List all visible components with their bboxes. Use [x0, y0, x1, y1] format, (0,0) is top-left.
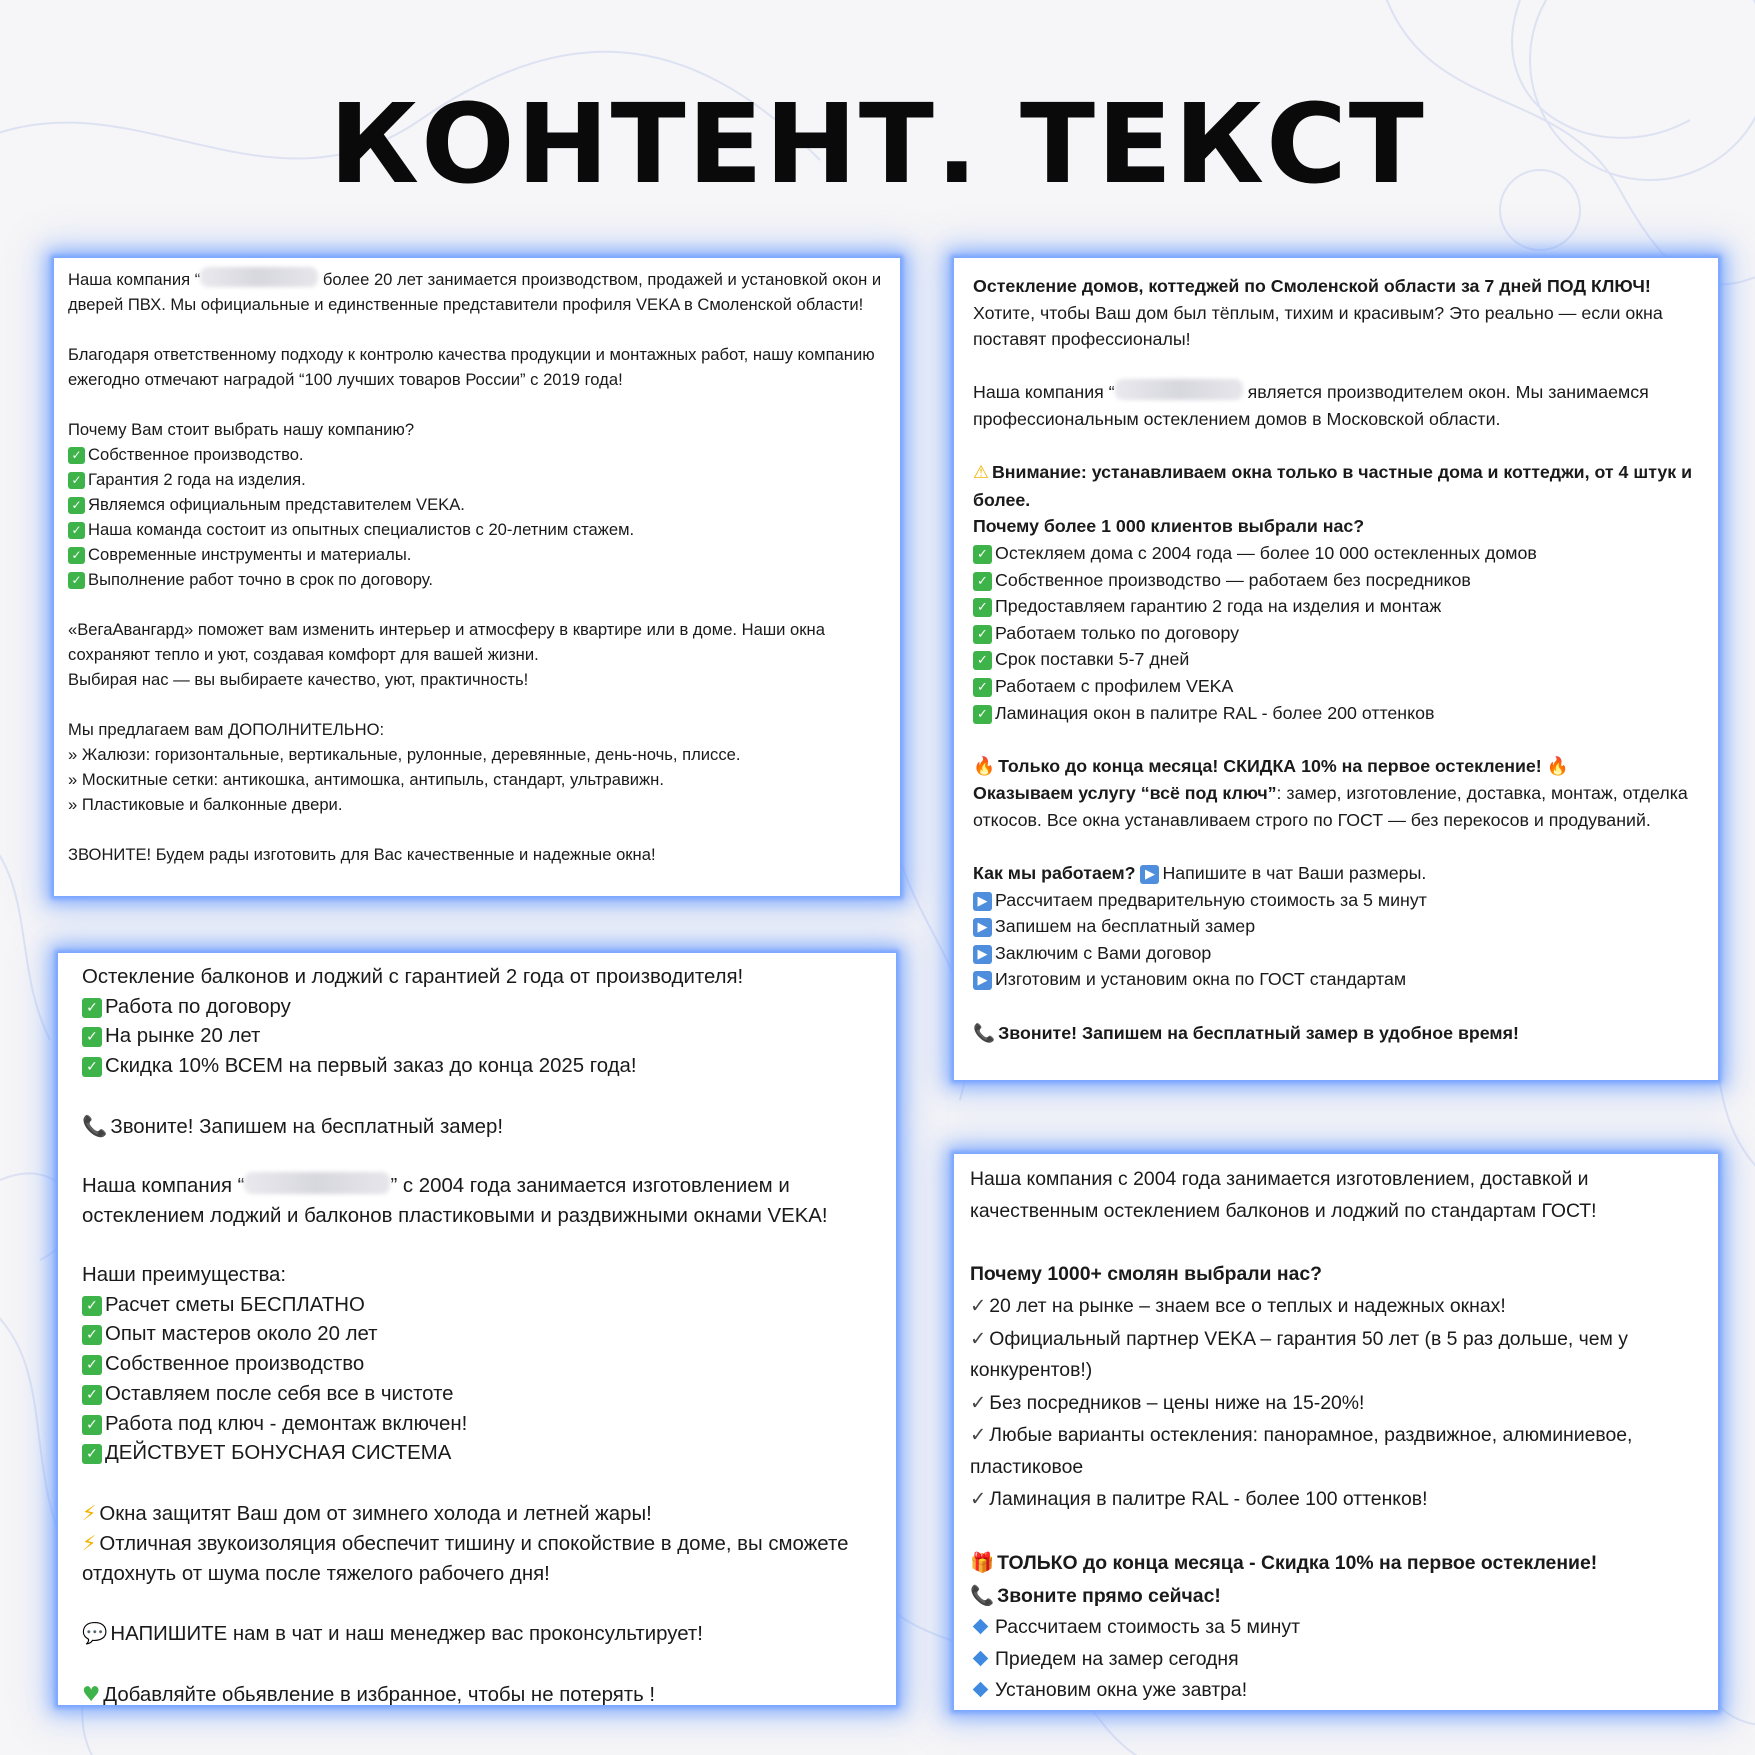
- point-item: ✓ 20 лет на рынке – знаем все о теплых и надежных окнах!: [970, 1290, 1702, 1323]
- step-item: Рассчитаем стоимость за 5 минут: [970, 1612, 1702, 1644]
- quality-paragraph: Благодаря ответственному подходу к контролю качества продукции и монтажных работ, нашу компанию ежегодно отмечают наградой “100 лучших товаров России” с 2019 года!: [68, 345, 875, 389]
- page-title: КОНТЕНТ. ТЕКСТ: [329, 80, 1426, 208]
- benefit-item: ✓ Срок поставки 5-7 дней: [973, 646, 1699, 673]
- benefit-item: ✓ Остекляем дома с 2004 года — более 10 000 остекленных домов: [973, 540, 1699, 567]
- check-icon: ✓: [68, 447, 85, 464]
- blue-diamond-icon: [973, 1619, 989, 1635]
- check-icon: ✓: [82, 998, 102, 1018]
- sound-line: ⚡ Отличная звукоизоляция обеспечит тишину и спокойствие в доме, вы сможете отдохнуть от шума после тяжелого рабочего дня!: [82, 1531, 849, 1585]
- checkmark-icon: ✓: [970, 1294, 987, 1317]
- play-arrow-icon: ▶: [1140, 865, 1159, 884]
- check-icon: ✓: [82, 1444, 102, 1464]
- company-paragraph: Наша компания “ ” с 2004 года занимается изготовлением и остеклением лоджий и балконов пластиковыми и раздвижными окнами VEKA!: [82, 1172, 872, 1231]
- benefit-item: ✓ Выполнение работ точно в срок по договору.: [68, 567, 886, 592]
- check-icon: ✓: [68, 572, 85, 589]
- advantage-item: ✓ Расчет сметы БЕСПЛАТНО: [82, 1291, 872, 1321]
- extras-item: » Москитные сетки: антикошка, антимошка, антипыль, стандарт, ультравижн.: [68, 770, 664, 789]
- why-question: Почему 1000+ смолян выбрали нас?: [970, 1262, 1322, 1285]
- point-item: ✓ Любые варианты остекления: панорамное, раздвижное, алюминиевое, пластиковое: [970, 1419, 1702, 1483]
- discount-line: 🔥 Только до конца месяца! СКИДКА 10% на первое остекление! 🔥: [973, 753, 1699, 781]
- step-item: Приедем на замер сегодня: [970, 1644, 1702, 1676]
- benefit-item: ✓ Являемся официальным представителем VEKA.: [68, 492, 886, 517]
- extras-item: » Пластиковые и балконные двери.: [68, 795, 343, 814]
- check-icon: ✓: [82, 1057, 102, 1077]
- benefit-item: ✓ Работаем с профилем VEKA: [973, 673, 1699, 700]
- advantage-item: ✓ Собственное производство: [82, 1350, 872, 1380]
- check-icon: ✓: [973, 598, 992, 617]
- check-icon: ✓: [973, 705, 992, 724]
- chat-line: 💬 НАПИШИТЕ нам в чат и наш менеджер вас проконсультирует!: [82, 1619, 872, 1650]
- redacted-company-name: [200, 267, 318, 287]
- benefit-item: ✓ Наша команда состоит из опытных специалистов с 20-летним стажем.: [68, 517, 886, 542]
- ad-text-card-2: [954, 258, 1718, 1080]
- advantage-item: ✓ Оставляем после себя все в чистоте: [82, 1380, 872, 1410]
- lightning-icon: ⚡: [82, 1500, 97, 1525]
- intro-paragraph: Хотите, чтобы Ваш дом был тёплым, тихим и красивым? Это реально — если окна поставят профессионалы!: [973, 302, 1663, 350]
- benefit-item: ✓ На рынке 20 лет: [82, 1022, 872, 1052]
- check-icon: ✓: [68, 522, 85, 539]
- ad-text-card-1: [54, 258, 900, 896]
- benefit-item: ✓ Собственное производство — работаем без посредников: [973, 567, 1699, 594]
- green-heart-icon: ♥: [82, 1681, 101, 1706]
- step-item: ▶ Запишем на бесплатный замер: [973, 913, 1699, 940]
- headline: Остекление домов, коттеджей по Смоленской области за 7 дней ПОД КЛЮЧ!: [973, 276, 1651, 296]
- checkmark-icon: ✓: [970, 1423, 987, 1446]
- blue-diamond-icon: [973, 1651, 989, 1667]
- benefit-item: ✓ Работа по договору: [82, 993, 872, 1023]
- step-item: ▶ Изготовим и установим окна по ГОСТ стандартам: [973, 966, 1699, 993]
- benefit-item: ✓ Современные инструменты и материалы.: [68, 542, 886, 567]
- choice-line: Выбирая нас — вы выбираете качество, уют, практичность!: [68, 670, 529, 689]
- advantage-item: ✓ Работа под ключ - демонтаж включен!: [82, 1410, 872, 1440]
- play-arrow-icon: ▶: [973, 918, 992, 937]
- play-arrow-icon: ▶: [973, 971, 992, 990]
- benefit-item: ✓ Гарантия 2 года на изделия.: [68, 467, 886, 492]
- phone-icon: 📞: [973, 1022, 996, 1044]
- protect-line: ⚡ Окна защитят Ваш дом от зимнего холода и летней жары!: [82, 1499, 872, 1530]
- favorites-line: ♥ Добавляйте обьявление в избранное, чтобы не потерять !: [82, 1680, 872, 1711]
- check-icon: ✓: [973, 678, 992, 697]
- check-icon: ✓: [82, 1355, 102, 1375]
- check-icon: ✓: [82, 1325, 102, 1345]
- redacted-company-name: [244, 1172, 390, 1194]
- step-item: ▶ Рассчитаем предварительную стоимость за 5 минут: [973, 887, 1699, 914]
- check-icon: ✓: [82, 1027, 102, 1047]
- benefit-item: ✓ Скидка 10% ВСЕМ на первый заказ до конца 2025 года!: [82, 1052, 872, 1082]
- advantage-item: ✓ ДЕЙСТВУЕТ БОНУСНАЯ СИСТЕМА: [82, 1439, 872, 1469]
- benefit-item: ✓ Собственное производство.: [68, 442, 886, 467]
- company-paragraph: Наша компания “ более 20 лет занимается производством, продажей и установкой окон и дверей ПВХ. Мы официальные и единственные представители профиля VEKA в Смоленской области!: [68, 267, 886, 317]
- benefit-item: ✓ Работаем только по договору: [973, 620, 1699, 647]
- gift-icon: 🎁: [970, 1551, 995, 1574]
- extras-title: Мы предлагаем вам ДОПОЛНИТЕЛЬНО:: [68, 720, 385, 739]
- blue-diamond-icon: [973, 1682, 989, 1698]
- how-we-work: Как мы работаем? ▶ Напишите в чат Ваши размеры.: [973, 863, 1427, 884]
- point-item: ✓ Официальный партнер VEKA – гарантия 50 лет (в 5 раз дольше, чем у конкурентов!): [970, 1323, 1702, 1387]
- check-icon: ✓: [973, 625, 992, 644]
- phone-icon: 📞: [970, 1583, 995, 1607]
- check-icon: ✓: [68, 472, 85, 489]
- step-item: ▶ Заключим с Вами договор: [973, 940, 1699, 967]
- why-question: Почему Вам стоит выбрать нашу компанию?: [68, 420, 415, 439]
- redacted-company-name: [1115, 379, 1243, 400]
- play-arrow-icon: ▶: [973, 892, 992, 911]
- service-paragraph: Оказываем услугу “всё под ключ”: замер, изготовление, доставка, монтаж, отделка откосов. Все окна устанавливаем строго по ГОСТ — без перекосов и продуваний.: [973, 783, 1688, 830]
- call-line: 📞 Звоните! Запишем на бесплатный замер!: [82, 1112, 872, 1143]
- discount-line: 🎁 ТОЛЬКО до конца месяца - Скидка 10% на первое остекление!: [970, 1547, 1702, 1580]
- warning-note: ⚠ Внимание: устанавливаем окна только в частные дома и коттеджи, от 4 штук и более.: [973, 462, 1693, 510]
- step-item: Установим окна уже завтра!: [970, 1675, 1702, 1707]
- check-icon: ✓: [68, 497, 85, 514]
- extras-item: » Жалюзи: горизонтальные, вертикальные, рулонные, деревянные, день-ночь, плиссе.: [68, 745, 741, 764]
- fire-icon: 🔥: [1546, 755, 1569, 777]
- check-icon: ✓: [82, 1296, 102, 1316]
- point-item: ✓ Ламинация в палитре RAL - более 100 оттенков!: [970, 1483, 1702, 1516]
- play-arrow-icon: ▶: [973, 945, 992, 964]
- fire-icon: 🔥: [973, 755, 996, 777]
- benefit-item: ✓ Ламинация окон в палитре RAL - более 200 оттенков: [973, 700, 1699, 727]
- speech-bubble-icon: 💬: [82, 1621, 108, 1646]
- phone-icon: 📞: [82, 1113, 108, 1138]
- ad-text-card-3: [58, 953, 896, 1705]
- lightning-icon: ⚡: [82, 1531, 97, 1556]
- check-icon: ✓: [82, 1415, 102, 1435]
- brand-paragraph: «ВегаАвангард» поможет вам изменить интерьер и атмосферу в квартире или в доме. Наши окна сохраняют тепло и уют, создавая комфорт для вашей жизни.: [68, 620, 825, 664]
- check-icon: ✓: [973, 545, 992, 564]
- call-to-action: ЗВОНИТЕ! Будем рады изготовить для Вас качественные и надежные окна!: [68, 845, 656, 864]
- check-icon: ✓: [973, 572, 992, 591]
- checkmark-icon: ✓: [970, 1487, 987, 1510]
- headline: Остекление балконов и лоджий с гарантией 2 года от производителя!: [82, 966, 744, 988]
- call-line: 📞 Звоните прямо сейчас!: [970, 1580, 1702, 1613]
- check-icon: ✓: [82, 1385, 102, 1405]
- checkmark-icon: ✓: [970, 1326, 987, 1350]
- advantage-item: ✓ Опыт мастеров около 20 лет: [82, 1320, 872, 1350]
- why-question: Почему более 1 000 клиентов выбрали нас?: [973, 516, 1365, 537]
- check-icon: ✓: [68, 547, 85, 564]
- intro-paragraph: Наша компания с 2004 года занимается изготовлением, доставкой и качественным остеклением балконов и лоджий по стандартам ГОСТ!: [970, 1168, 1597, 1222]
- benefit-item: ✓ Предоставляем гарантию 2 года на изделия и монтаж: [973, 593, 1699, 620]
- advantages-title: Наши преимущества:: [82, 1263, 287, 1286]
- company-paragraph: Наша компания “ является производителем окон. Мы занимаемся профессиональным остеклением домов в Московской области.: [973, 379, 1699, 432]
- warning-icon: ⚠: [973, 462, 989, 484]
- call-to-action: 📞 Звоните! Запишем на бесплатный замер в удобное время!: [973, 1020, 1699, 1048]
- point-item: ✓ Без посредников – цены ниже на 15-20%!: [970, 1387, 1702, 1420]
- checkmark-icon: ✓: [970, 1390, 987, 1414]
- ad-text-card-4: [954, 1154, 1718, 1710]
- check-icon: ✓: [973, 651, 992, 670]
